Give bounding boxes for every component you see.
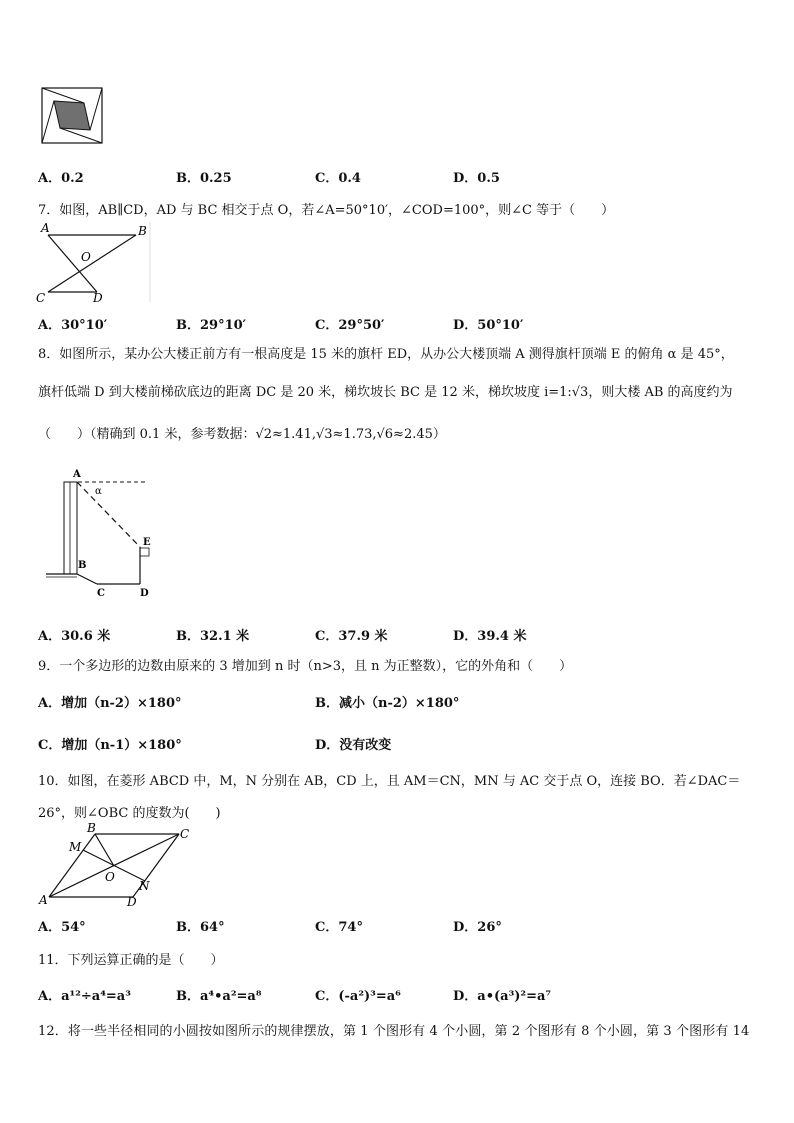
q8-stem-line-3-prefix: （ ）（精确到 0.1 米，参考数据：	[38, 427, 256, 442]
q6-option-a: A．0.2	[38, 171, 84, 186]
q9-stem: 9．一个多边形的边数由原来的 3 增加到 n 时（n>3，且 n 为正整数），它的外角和（ ）	[38, 659, 573, 674]
q10-label-o: O	[105, 870, 115, 884]
q8-option-a: A．30.6 米	[38, 629, 111, 644]
q8-label-e: E	[143, 537, 151, 548]
q10-stem-line-1: 10．如图，在菱形 ABCD 中，M，N 分别在 AB，CD 上，且 AM＝CN，MN 与 AC 交于点 O，连接 BO．若∠DAC＝	[38, 774, 741, 789]
q8-option-d: D．39.4 米	[453, 629, 527, 644]
q10-option-a: A．54°	[38, 920, 86, 935]
q8-option-b: B．32.1 米	[176, 629, 250, 644]
q6-option-c: C．0.4	[315, 171, 361, 186]
q8-stem-line-3	[38, 423, 446, 442]
q10-label-c: C	[180, 827, 190, 841]
q7-figure	[35, 220, 153, 304]
q7-option-a: A．30°10′	[38, 318, 108, 333]
q10-label-m: M	[69, 840, 82, 854]
q10-option-b: B．64°	[176, 920, 225, 935]
q8-label-a: A	[73, 469, 81, 480]
q7-option-d: D．50°10′	[453, 318, 524, 333]
q8-label-b: B	[78, 560, 87, 571]
q7-label-c: C	[36, 291, 46, 304]
q8-label-d: D	[140, 588, 149, 599]
q9-option-a: A．增加（n-2）×180°	[38, 696, 182, 711]
q8-label-alpha: α	[95, 486, 102, 497]
q7-label-d: D	[93, 291, 103, 304]
q8-option-c: C．37.9 米	[315, 629, 388, 644]
q12-stem: 12．将一些半径相同的小圆按如图所示的规律摆放，第 1 个图形有 4 个小圆，第 2 个图形有 8 个小圆，第 3 个图形有 14	[38, 1024, 750, 1039]
q11-option-c: C．(-a²)³=a⁶	[315, 989, 401, 1004]
q10-label-b: B	[87, 821, 96, 835]
q7-label-o: O	[81, 250, 91, 264]
q8-figure	[42, 466, 162, 600]
q6-figure	[40, 86, 106, 146]
q7-stem: 7．如图，AB∥CD，AD 与 BC 相交于点 O，若∠A=50°10′，∠COD=100°，则∠C 等于（ ）	[38, 203, 615, 218]
q7-label-b: B	[138, 224, 147, 238]
q9-option-b: B．减小（n-2）×180°	[315, 696, 460, 711]
q10-label-d: D	[127, 895, 137, 906]
q11-option-b: B．a⁴•a²=a⁸	[176, 989, 262, 1004]
q10-label-a: A	[39, 893, 48, 906]
q11-stem: 11．下列运算正确的是（ ）	[38, 953, 224, 968]
q8-reference-data: √2≈1.41,√3≈1.73,√6≈2.45	[255, 427, 433, 442]
q11-option-a: A．a¹²÷a⁴=a³	[38, 989, 131, 1004]
q10-label-n: N	[139, 879, 150, 893]
q8-label-c: C	[97, 588, 105, 599]
q8-stem-line-2: 旗杆低端 D 到大楼前梯砍底边的距离 DC 是 20 米，梯坎坡长 BC 是 12 米，梯坎坡度 i=1:√3，则大楼 AB 的高度约为	[38, 385, 733, 400]
q6-option-d: D．0.5	[453, 171, 500, 186]
q10-stem-line-2: 26°，则∠OBC 的度数为( )	[38, 806, 221, 821]
q7-label-a: A	[41, 221, 50, 235]
q10-figure	[35, 820, 195, 906]
q7-option-c: C．29°50′	[315, 318, 385, 333]
q11-option-d: D．a•(a³)²=a⁷	[453, 989, 552, 1004]
q10-option-c: C．74°	[315, 920, 363, 935]
q7-option-b: B．29°10′	[176, 318, 247, 333]
q8-stem-line-1: 8．如图所示，某办公大楼正前方有一根高度是 15 米的旗杆 ED，从办公大楼顶端 A 测得旗杆顶端 E 的俯角 α 是 45°，	[38, 347, 734, 362]
q10-option-d: D．26°	[453, 920, 502, 935]
q8-stem-line-3-suffix: ）	[432, 427, 446, 442]
q9-option-d: D．没有改变	[315, 738, 392, 753]
q9-option-c: C．增加（n-1）×180°	[38, 738, 182, 753]
q6-option-b: B．0.25	[176, 171, 232, 186]
